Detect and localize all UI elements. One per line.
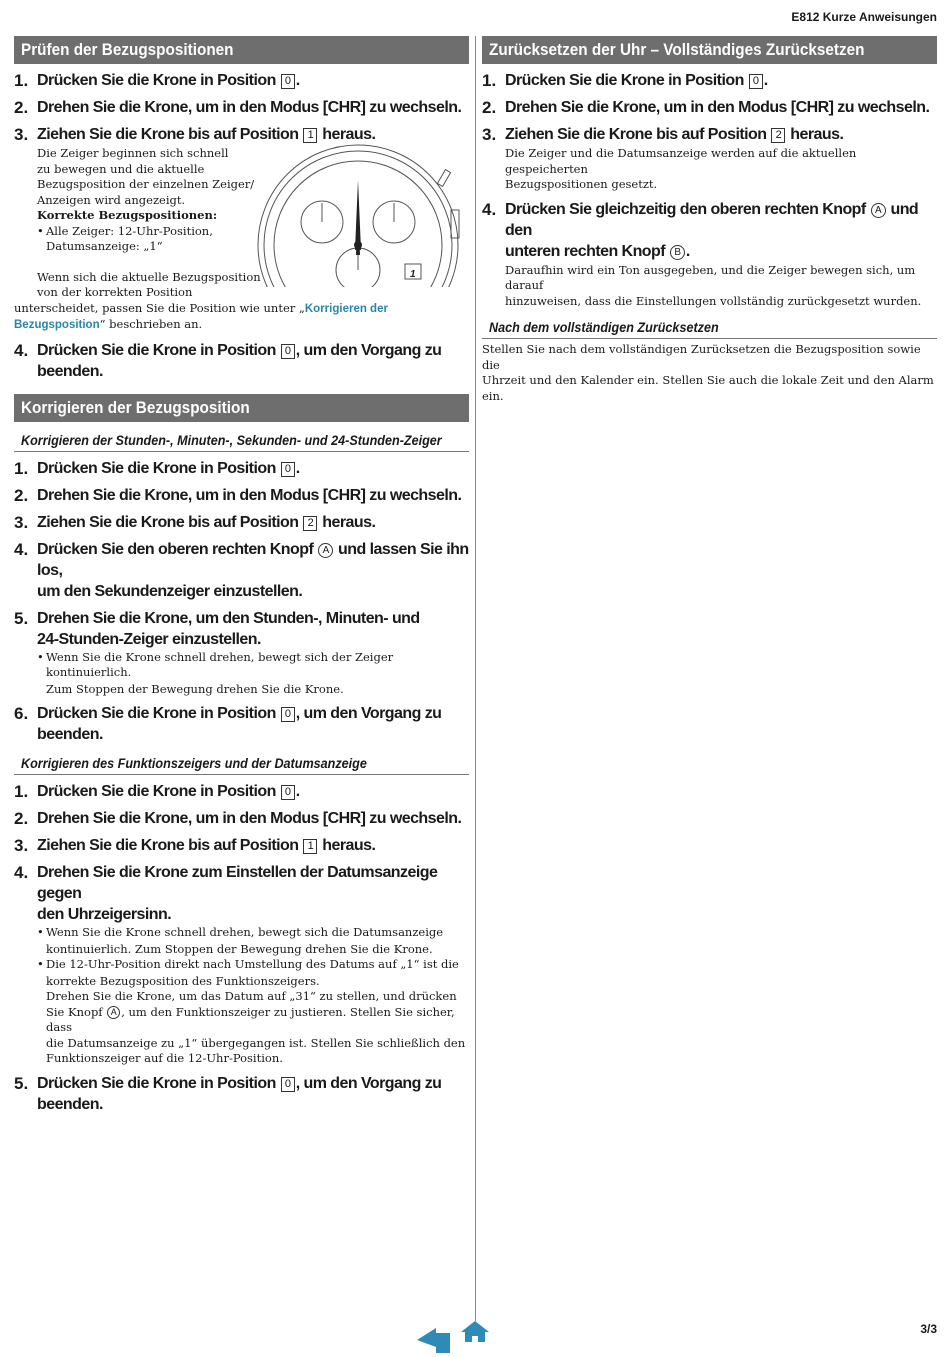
- back-arrow-icon[interactable]: [417, 1328, 450, 1353]
- subheading: Korrigieren des Funktionszeigers und der Datumsanzeige: [14, 745, 469, 775]
- subheading: Nach dem vollständigen Zurücksetzen: [482, 309, 937, 339]
- position-box: 0: [281, 1077, 295, 1092]
- after-reset-text: Stellen Sie nach dem vollständigen Zurücksetzen die Bezugsposition sowie die Uhrzeit und den Kalender ein. Stellen Sie auch die lokale Zeit und den Alarm ein.: [482, 342, 934, 403]
- position-box: 0: [749, 74, 763, 89]
- section-heading-reference-check: Prüfen der Bezugspositionen: [14, 36, 469, 64]
- watch-illustration: [248, 110, 460, 287]
- position-box: 1: [303, 128, 317, 143]
- watch-date: 1: [410, 269, 416, 280]
- link-korrigieren[interactable]: Korrigieren der: [304, 302, 388, 315]
- step: 2. Drehen Sie die Krone, um in den Modus [CHR] zu wechseln.: [14, 98, 462, 117]
- footer-navigation: [414, 1318, 494, 1357]
- position-box: 1: [303, 839, 317, 854]
- position-box: 0: [281, 707, 295, 722]
- section-heading-correct-reference: Korrigieren der Bezugsposition: [14, 394, 469, 422]
- position-box: 0: [281, 462, 295, 477]
- document-title: E812 Kurze Anweisungen: [791, 10, 937, 24]
- step-description: Die Zeiger beginnen sich schnell zu bewegen und die aktuelle Bezugsposition der einzelnen Zeiger/ Anzeigen wird angezeigt. Korrekte Bezugspositionen: • Alle Zeiger: 12-Uhr-Position, Datumsanzeige: „1“ Wenn sich die aktuelle Bezugsposition von der korrekten Position unterscheidet, passen Sie die Position wie unter „Korrigieren der Bezugsposition“ beschrieben an.: [14, 146, 388, 331]
- button-a-icon: A: [318, 543, 333, 558]
- subheading: Korrigieren der Stunden-, Minuten-, Sekunden- und 24-Stunden-Zeiger: [14, 422, 469, 452]
- step: 1. Drücken Sie die Krone in Position 0 .: [14, 71, 300, 90]
- position-box: 2: [771, 128, 785, 143]
- section-heading-full-reset: Zurücksetzen der Uhr – Vollständiges Zurücksetzen: [482, 36, 937, 64]
- step: 4. Drücken Sie die Krone in Position 0 , um den Vorgang zu beenden.: [14, 340, 442, 380]
- button-a-icon: A: [107, 1006, 120, 1019]
- step: 3. Ziehen Sie die Krone bis auf Position 1 heraus. Die Zeiger beginnen sich schnell zu bewegen und die aktuelle Bezugsposition der einzelnen Zeiger/ Anzeigen wird angezeigt. Korrekte Bezugspositionen: • Alle Zeiger: 12-Uhr-Position, Datumsanzeige: „1“ Wenn sich die aktuelle Bezugsposition von der korrekten Position unterscheidet, passen Sie die Position wie unter „Korrigieren der Bezugsposition“ beschrieben an.: [14, 124, 469, 334]
- position-box: 0: [281, 785, 295, 800]
- link-bezugsposition[interactable]: Bezugsposition: [14, 319, 100, 331]
- position-box: 0: [281, 74, 295, 89]
- position-box: 2: [303, 516, 317, 531]
- right-column: Zurücksetzen der Uhr – Vollständiges Zurücksetzen 1. Drücken Sie die Krone in Position 0 . 2. Drehen Sie die Krone, um in den Modus [CHR] zu wechseln. 3. Ziehen Sie die Krone bis auf Position 2 heraus. Die Zeiger und die Datumsanzeige werden auf die aktuellen gespeicherten Bezugspositionen gesetzt. 4. Drücken Sie gleichzeitig den oberen rechten Knopf A und den unteren rechten Knopf B . Daraufhin wird ein Ton ausgegeben, und die Zeiger bewegen sich, um darauf hinzuweisen, dass die Einstellungen vollständig zurückgesetzt wurden. Nach dem vollständigen Zurücksetzen Stellen Sie nach dem vollständigen Zurücksetzen die Bezugsposition sowie die Uhrzeit und den Kalender ein. Stellen Sie auch die lokale Zeit und den Alarm ein.: [482, 36, 937, 404]
- page-number: 3/3: [920, 1322, 937, 1336]
- position-box: 0: [281, 344, 295, 359]
- button-a-icon: A: [871, 203, 886, 218]
- column-divider: [475, 36, 476, 1321]
- home-icon[interactable]: [461, 1321, 489, 1342]
- left-column: Prüfen der Bezugspositionen 1. Drücken Sie die Krone in Position 0 . 2. Drehen Sie die Krone, um in den Modus [CHR] zu wechseln. 3. Ziehen Sie die Krone bis auf Position 1 heraus. Die Zeiger beginnen sich schnell zu bewegen und die aktuelle Bezugsposition der einzelnen Zeiger/ Anzeigen wird angezeigt. Korrekte Bezugspositionen: • Alle Zeiger: 12-Uhr-Position, Datumsanzeige: „1“ Wenn sich die aktuelle Bezugsposition von der korrekten Position unterscheidet, passen Sie die Position wie unter „Korrigieren der Bezugsposition“ beschrieben an. 4. Drücken Sie die Krone in Position 0 , um den Vorgang zu beenden. Korrigieren der Bezugsposition Korrigieren der Stunden-, Minuten-, Sekunden- und 24-Stunden-Zeiger 1. Drücken Sie die Krone in Position 0 . 2. Drehen Sie die Krone, um in den Modus [CHR] zu wechseln. 3. Ziehen Sie die Krone bis auf Position 2 heraus. 4. Drücken Sie den oberen rechten Knopf A und lassen Sie ihn los, um den Sekundenzeiger einzustellen. 5. Drehen Sie die Krone, um den Stunden-, Minuten- und 24-Stunden-Zeiger einzustellen. • Wenn Sie die Krone schnell drehen, bewegt sich der Zeiger kontinuierlich. Zum Stoppen der Bewegung drehen Sie die Krone. 6. Drücken Sie die Krone in Position 0 , um den Vorgang zu beenden. Korrigieren des Funktionszeigers und der Datumsanzeige 1. Drücken Sie die Krone in Position 0 . 2. Drehen Sie die Krone, um in den Modus [CHR] zu wechseln. 3. Ziehen Sie die Krone bis auf Position 1 heraus. 4. Drehen Sie die Krone zum Einstellen der Datumsanzeige gegen den Uhrzeigersinn. • Wenn Sie die Krone schnell drehen, bewegt sich die Datumsanzeige kontinuierlich. Zum Stoppen der Bewegung drehen Sie die Krone. • Die 12-Uhr-Position direkt nach Umstellung des Datums auf „1“ ist die korrekte Bezugsposition des Funktionszeigers. Drehen Sie die Krone, um das Datum auf „31“ zu stellen, und drücken Sie Knopf A , um den Funktionszeiger zu justieren. Stellen Sie sicher, dass die Datumsanzeige zu „1“ übergegangen ist. Stellen Sie schließlich den Funktionszeiger auf die 12-Uhr-Position. 5. Drücken Sie die Krone in Position 0 , um den Vorgang zu beenden.: [14, 36, 469, 1115]
- button-b-icon: B: [670, 245, 685, 260]
